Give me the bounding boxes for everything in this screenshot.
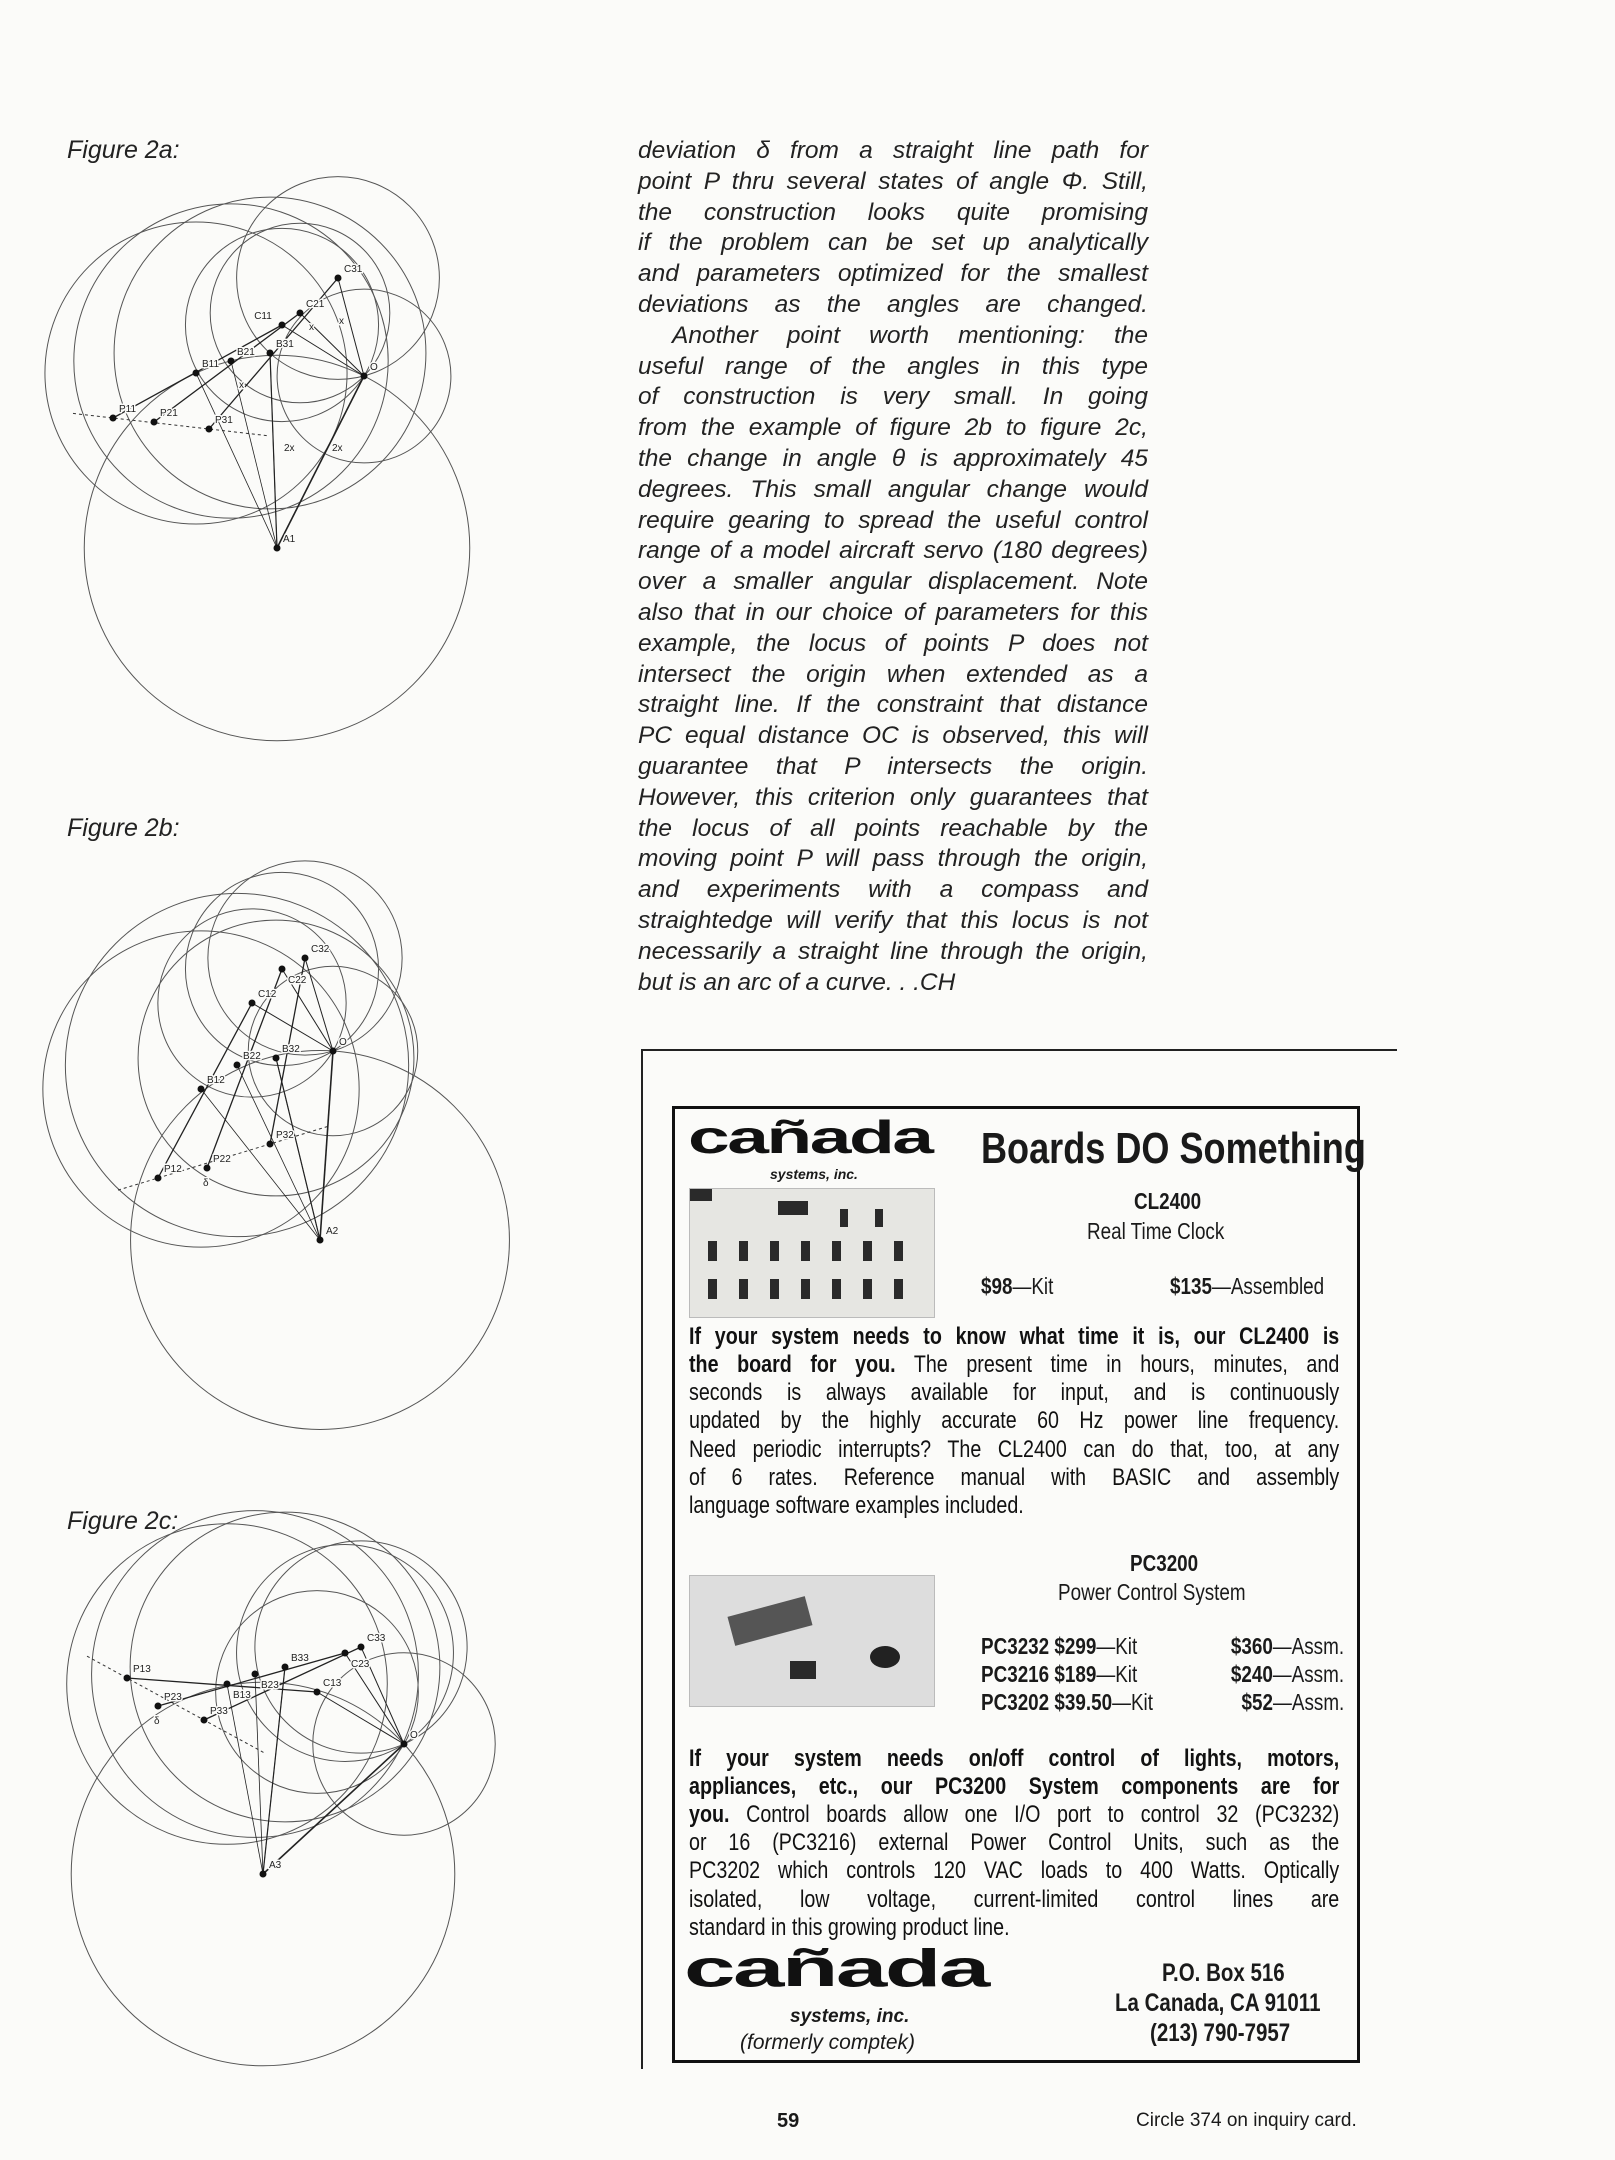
article-line: straightedge will verify that this locus is not bbox=[638, 907, 1148, 934]
pc3200-para-line bbox=[689, 1745, 1339, 1774]
article-line: over a smaller angular displacement. Note bbox=[638, 568, 1148, 596]
construction-point bbox=[151, 419, 158, 426]
article-line: of construction is very small. In going bbox=[638, 383, 1148, 411]
bold-text: you. bbox=[689, 1801, 730, 1828]
dimension-mark: δ bbox=[203, 1178, 209, 1189]
pc3200-para-line bbox=[689, 1801, 1339, 1830]
construction-point bbox=[204, 1165, 211, 1172]
article-line: moving point P will pass through the origin, bbox=[638, 845, 1148, 873]
article-line: require gearing to spread the useful control bbox=[638, 506, 1148, 534]
point-label: O bbox=[339, 1037, 347, 1048]
figure-2b-label: Figure 2b: bbox=[67, 814, 180, 842]
construction-point bbox=[401, 1741, 408, 1748]
construction-line bbox=[338, 278, 364, 376]
dimension-mark: x bbox=[239, 380, 244, 391]
kit-label: —Kit bbox=[1096, 1661, 1138, 1687]
formerly-comptek: (formerly comptek) bbox=[740, 2031, 916, 2054]
construction-line bbox=[237, 1065, 320, 1240]
article-line: deviation δ from a straight line path for bbox=[638, 137, 1148, 164]
construction-line bbox=[282, 325, 364, 376]
kit-price: $299 bbox=[1054, 1633, 1097, 1659]
inquiry-note: Circle 374 on inquiry card. bbox=[1136, 2110, 1357, 2131]
article-line: degrees. This small angular change would bbox=[638, 475, 1148, 503]
model: PC3202 bbox=[981, 1689, 1050, 1715]
construction-point bbox=[335, 275, 342, 282]
construction-point bbox=[279, 322, 286, 329]
article-line: and parameters optimized for the smallest bbox=[638, 260, 1148, 288]
cl2400-para-line: language software examples included. bbox=[689, 1492, 1024, 1520]
price-row-assembled bbox=[1231, 1633, 1344, 1659]
point-label: C22 bbox=[288, 975, 307, 986]
construction-line bbox=[154, 313, 300, 422]
article-line: useful range of the angles in this type bbox=[638, 352, 1148, 380]
construction-line bbox=[317, 1692, 404, 1744]
dimension-mark: 2x bbox=[332, 443, 343, 454]
point-label: P32 bbox=[276, 1130, 294, 1141]
construction-point bbox=[206, 426, 213, 433]
model: PC3232 bbox=[981, 1633, 1050, 1659]
construction-line bbox=[255, 1674, 263, 1874]
construction-line bbox=[231, 361, 277, 548]
construction-point bbox=[361, 373, 368, 380]
dimension-mark: x bbox=[339, 316, 344, 327]
article-line: However, this criterion only guarantees that bbox=[638, 783, 1148, 811]
point-label: C32 bbox=[311, 944, 330, 955]
ad-frame-top-rule bbox=[641, 1049, 1397, 1051]
point-label: C13 bbox=[323, 1678, 342, 1689]
cl2400-assembled-price bbox=[1170, 1273, 1324, 1300]
point-label: C33 bbox=[367, 1633, 386, 1644]
canada-logo-footer: cañada bbox=[684, 1938, 988, 1999]
point-label: C31 bbox=[344, 264, 363, 275]
construction-point bbox=[273, 1055, 280, 1062]
figure-2a-label: Figure 2a: bbox=[67, 136, 180, 164]
construction-point bbox=[297, 310, 304, 317]
article-line: the locus of all points reachable by the bbox=[638, 814, 1148, 842]
point-label: P23 bbox=[164, 1692, 182, 1703]
cl2400-para-line bbox=[689, 1323, 1339, 1352]
point-label: P31 bbox=[215, 415, 233, 426]
cl2400-model: CL2400 bbox=[1134, 1188, 1202, 1214]
article-line: range of a model aircraft servo (180 degrees) bbox=[638, 537, 1148, 565]
article-line: necessarily a straight line through the origin, bbox=[638, 937, 1148, 965]
canada-logo: cañada bbox=[688, 1110, 932, 1164]
cl2400-name: Real Time Clock bbox=[1087, 1218, 1225, 1244]
construction-point bbox=[124, 1675, 131, 1682]
cl2400-board-photo bbox=[689, 1188, 935, 1318]
construction-point bbox=[342, 1650, 349, 1657]
article-line: also that in our choice of parameters for this bbox=[638, 599, 1148, 626]
point-label: P33 bbox=[210, 1706, 228, 1717]
point-label: O bbox=[370, 362, 378, 373]
construction-point bbox=[155, 1703, 162, 1710]
cl2400-para-line: Need periodic interrupts? The CL2400 can do that, too, at any bbox=[689, 1435, 1340, 1463]
cl2400-para-line bbox=[689, 1351, 1339, 1380]
construction-point bbox=[358, 1644, 365, 1651]
kit-label: —Kit bbox=[1096, 1633, 1138, 1659]
construction-line bbox=[263, 1667, 285, 1874]
point-label: B21 bbox=[237, 347, 255, 358]
article-line: guarantee that P intersects the origin. bbox=[638, 753, 1148, 780]
bold-text: appliances, etc., our PC3200 System components are for bbox=[689, 1773, 1340, 1800]
pc3200-para-line bbox=[689, 1773, 1339, 1802]
assembled-price: $52 bbox=[1241, 1689, 1273, 1715]
construction-point bbox=[234, 1062, 241, 1069]
construction-point bbox=[155, 1175, 162, 1182]
article-line: Another point worth mentioning: the bbox=[672, 321, 1148, 349]
point-label: C23 bbox=[351, 1659, 370, 1670]
bold-text: If your system needs on/off control of lights, motors, bbox=[689, 1745, 1340, 1772]
construction-point bbox=[260, 1871, 267, 1878]
pc3200-para-line: isolated, low voltage, current-limited control lines are bbox=[689, 1885, 1340, 1913]
logo-subtitle: systems, inc. bbox=[770, 1166, 858, 1182]
kit-price: $189 bbox=[1054, 1661, 1097, 1687]
page-number: 59 bbox=[777, 2110, 800, 2132]
kit-label: —Kit bbox=[1012, 1273, 1054, 1299]
article-line: point P thru several states of angle Φ. Still, bbox=[638, 167, 1148, 195]
pc3200-para-line: PC3202 which controls 120 VAC loads to 400 Watts. Optically bbox=[689, 1857, 1340, 1885]
construction-point bbox=[317, 1237, 324, 1244]
construction-line bbox=[158, 1003, 252, 1178]
construction-point bbox=[282, 1664, 289, 1671]
kit-price: $98 bbox=[981, 1273, 1013, 1299]
cl2400-para-line: of 6 rates. Reference manual with BASIC and assembly bbox=[689, 1463, 1340, 1491]
article-line: straight line. If the constraint that distance bbox=[638, 691, 1148, 719]
point-label: B31 bbox=[276, 339, 294, 350]
article-line: if the problem can be set up analytically bbox=[638, 229, 1148, 257]
pc3200-components-photo bbox=[689, 1575, 935, 1707]
point-label: P12 bbox=[164, 1164, 182, 1175]
dimension-mark: x bbox=[309, 322, 314, 333]
point-label: P11 bbox=[119, 404, 137, 415]
point-label: B22 bbox=[243, 1051, 261, 1062]
construction-point bbox=[267, 350, 274, 357]
dimension-mark: δ bbox=[154, 1716, 160, 1727]
article-line: and experiments with a compass and bbox=[638, 876, 1148, 904]
construction-point bbox=[228, 358, 235, 365]
bold-text: the board for you. bbox=[689, 1351, 896, 1378]
construction-line bbox=[270, 353, 277, 548]
price-row-kit bbox=[981, 1661, 1137, 1687]
pc3200-model: PC3200 bbox=[1130, 1550, 1199, 1576]
article-line: deviations as the angles are changed. bbox=[638, 291, 1148, 318]
point-label: B33 bbox=[291, 1653, 309, 1664]
assembled-label: —Assm. bbox=[1272, 1661, 1344, 1687]
point-label: B12 bbox=[207, 1075, 225, 1086]
bold-text: If your system needs to know what time it is, our CL2400 is bbox=[689, 1323, 1340, 1350]
construction-point bbox=[274, 545, 281, 552]
point-label: B23 bbox=[261, 1680, 279, 1691]
article-line: example, the locus of points P does not bbox=[638, 629, 1148, 657]
ad-headline: Boards DO Something bbox=[981, 1124, 1366, 1173]
model: PC3216 bbox=[981, 1661, 1050, 1687]
construction-line bbox=[196, 373, 277, 548]
point-label: B11 bbox=[202, 359, 220, 370]
point-label: P22 bbox=[213, 1154, 231, 1165]
point-label: C12 bbox=[258, 989, 277, 1000]
construction-point bbox=[110, 415, 117, 422]
body-text: Control boards allow one I/O port to control 32 (PC3232) bbox=[729, 1801, 1340, 1828]
point-label: P13 bbox=[133, 1664, 151, 1675]
construction-point bbox=[193, 370, 200, 377]
construction-point bbox=[249, 1000, 256, 1007]
point-label: C11 bbox=[254, 311, 272, 322]
price-row-kit bbox=[981, 1633, 1137, 1659]
assembled-label: —Assm. bbox=[1272, 1633, 1344, 1659]
figures-canvas bbox=[0, 0, 620, 2100]
price-row-assembled bbox=[1231, 1661, 1344, 1687]
construction-point bbox=[279, 966, 286, 973]
construction-point bbox=[201, 1717, 208, 1724]
pc3200-para-line: or 16 (PC3216) external Power Control Units, such as the bbox=[689, 1829, 1340, 1856]
price-row-kit bbox=[981, 1689, 1153, 1715]
point-label: B13 bbox=[233, 1690, 251, 1701]
pc3200-name: Power Control System bbox=[1058, 1579, 1246, 1605]
point-label: A1 bbox=[283, 534, 296, 545]
construction-point bbox=[267, 1141, 274, 1148]
kit-label: —Kit bbox=[1112, 1689, 1153, 1715]
assembled-label: —Assembled bbox=[1211, 1273, 1325, 1299]
dimension-mark: 2x bbox=[284, 443, 295, 454]
point-label: C21 bbox=[306, 299, 325, 310]
ad-frame-left-rule bbox=[641, 1049, 643, 2069]
cl2400-kit-price bbox=[981, 1273, 1053, 1300]
assembled-price: $135 bbox=[1170, 1273, 1212, 1299]
construction-point bbox=[224, 1681, 231, 1688]
point-label: P21 bbox=[160, 408, 178, 419]
article-line: intersect the origin when extended as a bbox=[638, 660, 1148, 688]
address-line: La Canada, CA 91011 bbox=[1115, 1989, 1321, 2017]
footer-logo-subtitle: systems, inc. bbox=[790, 2006, 910, 2027]
point-label: A2 bbox=[326, 1226, 339, 1237]
price-row-assembled bbox=[1241, 1689, 1344, 1715]
construction-point bbox=[252, 1671, 259, 1678]
assembled-price: $360 bbox=[1230, 1633, 1273, 1659]
point-label: B32 bbox=[282, 1044, 300, 1055]
point-label: O bbox=[410, 1730, 418, 1741]
phone-number: (213) 790-7957 bbox=[1150, 2019, 1291, 2047]
assembled-label: —Assm. bbox=[1272, 1689, 1344, 1715]
article-line: the construction looks quite promising bbox=[638, 198, 1148, 226]
construction-point bbox=[314, 1689, 321, 1696]
address-line: P.O. Box 516 bbox=[1162, 1959, 1285, 1987]
body-text: The present time in hours, minutes, and bbox=[895, 1351, 1340, 1378]
point-label: A3 bbox=[269, 1860, 282, 1871]
kit-price: $39.50 bbox=[1054, 1689, 1113, 1715]
pc3200-para-line: standard in this growing product line. bbox=[689, 1913, 1010, 1941]
construction-point bbox=[198, 1086, 205, 1093]
construction-point bbox=[302, 955, 309, 962]
article-line: but is an arc of a curve. . .CH bbox=[638, 968, 956, 996]
construction-line bbox=[263, 1744, 404, 1874]
assembled-price: $240 bbox=[1230, 1661, 1273, 1687]
construction-line bbox=[227, 1684, 263, 1874]
cl2400-para-line: updated by the highly accurate 60 Hz power line frequency. bbox=[689, 1407, 1340, 1435]
article-line: the change in angle θ is approximately 45 bbox=[638, 445, 1148, 472]
article-line: from the example of figure 2b to figure 2c, bbox=[638, 414, 1148, 442]
construction-point bbox=[330, 1048, 337, 1055]
figure-2c-label: Figure 2c: bbox=[67, 1507, 179, 1535]
cl2400-para-line: seconds is always available for input, and is continuously bbox=[689, 1379, 1340, 1406]
article-line: PC equal distance OC is observed, this will bbox=[638, 722, 1148, 750]
